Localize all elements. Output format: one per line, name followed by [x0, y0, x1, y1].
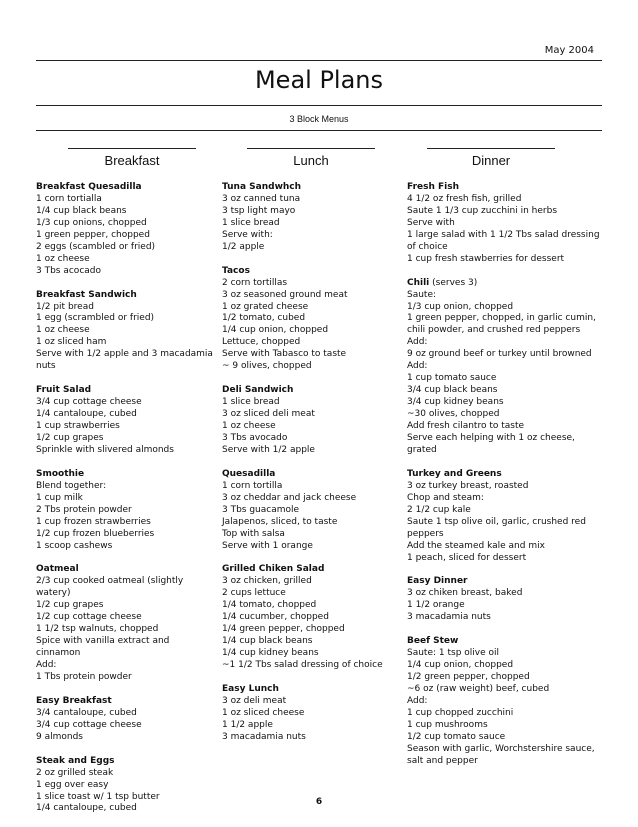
recipe-title	[407, 636, 607, 648]
heading-rule	[68, 148, 196, 149]
recipe-line: 1 oz grated cheese	[222, 301, 309, 312]
recipe	[407, 636, 607, 767]
recipe-line: 4 1/2 oz fresh fish, grilled	[407, 193, 522, 204]
recipe-line: 3/4 cup cottage cheese	[36, 719, 142, 730]
recipe-line: chili powder, and crushed red peppers	[407, 325, 581, 336]
page-subtitle: 3 Block Menus	[289, 114, 349, 124]
recipe-line: 1 corn tortialla	[36, 193, 102, 204]
recipe-line: 1/4 green pepper, chopped	[222, 624, 345, 635]
column-heading-label: Dinner	[471, 153, 511, 168]
recipe-line: 3 Tbs acocado	[36, 265, 101, 276]
recipe-title-text: Tacos	[222, 265, 250, 276]
recipe-title	[36, 182, 216, 194]
recipe-line: 1 oz cheese	[36, 325, 90, 336]
recipe	[36, 696, 216, 744]
recipe-line: 1/2 pit bread	[36, 301, 94, 312]
recipe-title-text: Smoothie	[36, 468, 85, 479]
column-heading-label: Lunch	[293, 153, 329, 168]
recipe-line: 1/4 cantaloupe, cubed	[36, 803, 137, 814]
recipe-title-text: Easy Lunch	[222, 683, 279, 694]
recipe-title-text: Fruit Salad	[36, 385, 92, 396]
recipe-line: 1 oz sliced cheese	[222, 707, 305, 718]
recipe-line: 1/2 cup tomato sauce	[407, 731, 506, 742]
recipe-line: 1 corn tortilla	[222, 480, 283, 491]
recipe-line: Saute:	[407, 289, 437, 300]
recipe-title	[407, 182, 607, 194]
recipe-line: 2 Tbs protein powder	[36, 504, 132, 515]
recipe-line: Saute: 1 tsp olive oil	[407, 648, 500, 659]
recipe-line: 3/4 cantaloupe, cubed	[36, 707, 137, 718]
recipe	[36, 182, 216, 278]
recipe-line: 1/4 tomato, chopped	[222, 600, 317, 611]
recipe-line: 1/2 green pepper, chopped	[407, 672, 530, 683]
recipe-title	[222, 385, 402, 397]
recipe-title	[222, 266, 402, 278]
recipe-line: of choice	[407, 241, 448, 252]
recipe-title-text: Quesadilla	[222, 468, 276, 479]
recipe-line: 1 large salad with 1 1/2 Tbs salad dressing	[407, 229, 600, 240]
recipe-line: 2 corn tortillas	[222, 277, 288, 288]
heading-rule	[427, 148, 555, 149]
recipe-line: salt and pepper	[407, 755, 478, 766]
recipe-line: Saute 1 1/3 cup zucchini in herbs	[407, 205, 558, 216]
recipe-line: 1 cup frozen strawberries	[36, 516, 151, 527]
recipe-line: 2 cups lettuce	[222, 588, 286, 599]
top-rule	[36, 60, 602, 61]
recipe-line: Add:	[407, 695, 428, 706]
recipe-line: 1 oz cheese	[36, 253, 90, 264]
recipe-line: 1/2 tomato, cubed	[222, 313, 306, 324]
lunch-column	[222, 182, 402, 756]
recipe-title	[407, 278, 607, 290]
column-heading-label: Breakfast	[104, 153, 160, 168]
recipe	[407, 576, 607, 624]
recipe-line: ~1 1/2 Tbs salad dressing of choice	[222, 660, 383, 671]
recipe	[407, 278, 607, 457]
recipe-line: 1 peach, sliced for dessert	[407, 552, 527, 563]
recipe-line: 1 egg (scrambled or fried)	[36, 313, 155, 324]
recipe-line: Top with salsa	[222, 528, 285, 539]
recipe-line: Lettuce, chopped	[222, 337, 301, 348]
recipe-line: 1 cup chopped zucchini	[407, 707, 514, 718]
subtitle-rule	[36, 130, 602, 131]
recipe-title-text: Easy Dinner	[407, 576, 468, 587]
recipe-line: 9 oz ground beef or turkey until browned	[407, 349, 592, 360]
title-rule	[36, 105, 602, 106]
recipe-line: 9 almonds	[36, 731, 83, 742]
recipe-line: Serve each helping with 1 oz cheese, grated	[407, 433, 575, 455]
recipe-title-text: Breakfast Quesadilla	[36, 182, 142, 192]
dinner-column	[407, 182, 607, 780]
recipe-line: ~ 9 olives, chopped	[222, 361, 312, 372]
recipe	[222, 564, 402, 672]
recipe	[407, 182, 607, 266]
page-title: Meal Plans	[254, 66, 384, 94]
recipe-line: 3/4 cup cottage cheese	[36, 397, 142, 408]
recipe-line: 2 oz grilled steak	[36, 767, 114, 778]
recipe-title-text: Chili	[407, 277, 430, 288]
recipe-line: 1 1/2 tsp walnuts, chopped	[36, 624, 159, 635]
recipe-title	[36, 756, 216, 768]
recipe-line: 3 oz chicken, grilled	[222, 576, 312, 587]
recipe-line: 1 scoop cashews	[36, 540, 113, 551]
recipe-line: 3 oz seasoned ground meat	[222, 289, 348, 300]
recipe-title	[222, 684, 402, 696]
recipe	[222, 266, 402, 374]
recipe-line: 3 oz canned tuna	[222, 193, 301, 204]
recipe-line: Add fresh cilantro to taste	[407, 421, 525, 432]
recipe-line: 1/2 cup frozen blueberries	[36, 528, 155, 539]
recipe-title-text: Tuna Sandwhch	[222, 182, 302, 192]
recipe-title	[407, 469, 607, 481]
recipe	[36, 564, 216, 684]
recipe-title	[36, 290, 216, 302]
recipe-line: 1 cup strawberries	[36, 421, 120, 432]
heading-rule	[247, 148, 375, 149]
recipe-title	[36, 385, 216, 397]
recipe-line: 3 tsp light mayo	[222, 205, 296, 216]
recipe-line: 1/3 cup onions, chopped	[36, 217, 147, 228]
recipe	[222, 182, 402, 254]
recipe-line: 1 green pepper, chopped	[36, 229, 150, 240]
recipe-line: Add:	[407, 361, 428, 372]
recipe-line: 3 oz cheddar and jack cheese	[222, 492, 357, 503]
recipe	[36, 385, 216, 457]
recipe-title-text: Oatmeal	[36, 564, 79, 575]
recipe-line: Spice with vanilla extract and cinnamon	[36, 636, 170, 659]
recipe-line: 1 egg over easy	[36, 779, 109, 790]
recipe-line: 3/4 cup kidney beans	[407, 397, 504, 408]
column-heading-breakfast	[67, 148, 197, 168]
recipe-line: Serve with:	[222, 229, 273, 240]
recipe-line: Add the steamed kale and mix	[407, 540, 545, 551]
recipe-line: 1 slice bread	[222, 217, 280, 228]
column-heading-dinner	[426, 148, 556, 168]
recipe-line: 1/4 cantaloupe, cubed	[36, 409, 137, 420]
recipe-line: 1 1/2 apple	[222, 719, 273, 730]
recipe-title	[222, 182, 402, 194]
recipe-line: 3 Tbs guacamole	[222, 504, 300, 515]
recipe-line: 1 slice bread	[222, 397, 280, 408]
recipe	[36, 290, 216, 374]
recipe-line: Blend together:	[36, 480, 107, 491]
recipe-title-text: Breakfast Sandwich	[36, 289, 137, 300]
recipe-line: 1/2 cup grapes	[36, 432, 104, 443]
recipe-line: Season with garlic, Worchstershire sauce,	[407, 743, 595, 754]
recipe-line: 1/4 cup onion, chopped	[222, 325, 329, 336]
recipe-line: Serve with 1/2 apple and 3 macadamia nuts	[36, 349, 213, 372]
recipe-title	[36, 696, 216, 708]
recipe-line: ~30 olives, chopped	[407, 409, 500, 420]
recipe-line: 1/2 cup cottage cheese	[36, 612, 142, 623]
recipe-title	[407, 576, 607, 588]
recipe-line: 1 cup fresh stawberries for dessert	[407, 253, 565, 264]
recipe-line: 2 eggs (scambled or fried)	[36, 241, 156, 252]
recipe-line: 1 oz sliced ham	[36, 337, 107, 348]
recipe	[222, 684, 402, 744]
recipe-title-text: Grilled Chiken Salad	[222, 564, 325, 575]
recipe-line: 1/2 cup grapes	[36, 600, 104, 611]
breakfast-column	[36, 182, 216, 827]
page-date: May 2004	[544, 45, 594, 56]
recipe-line: 2 1/2 cup kale	[407, 504, 471, 515]
recipe-line: 1/4 cup kidney beans	[222, 648, 319, 659]
recipe-line: 2/3 cup cooked oatmeal (slightly watery)	[36, 576, 184, 599]
recipe-line: 1 cup mushrooms	[407, 719, 488, 730]
recipe-title-text: Fresh Fish	[407, 182, 460, 192]
column-heading-lunch	[246, 148, 376, 168]
recipe	[222, 385, 402, 457]
recipe-title	[222, 469, 402, 481]
recipe	[222, 469, 402, 553]
recipe-line: 1/4 cup onion, chopped	[407, 660, 514, 671]
recipe-line: 1/4 cup black beans	[36, 205, 127, 216]
recipe-line: 3 oz chiken breast, baked	[407, 588, 523, 599]
recipe	[407, 469, 607, 565]
recipe-line: 3 oz sliced deli meat	[222, 409, 315, 420]
recipe-title-text: Easy Breakfast	[36, 695, 112, 706]
recipe-title-text: Steak and Eggs	[36, 755, 115, 766]
recipe-line: 1/2 apple	[222, 241, 265, 252]
recipe-line: 3 macadamia nuts	[222, 731, 306, 742]
recipe-title-text: Turkey and Greens	[407, 468, 502, 479]
recipe-line: 3 oz turkey breast, roasted	[407, 480, 529, 491]
recipe-line: Serve with Tabasco to taste	[222, 349, 347, 360]
recipe-line: Serve with 1 orange	[222, 540, 313, 551]
recipe-line: Add:	[36, 660, 57, 671]
recipe-line: ~6 oz (raw weight) beef, cubed	[407, 683, 550, 694]
recipe-line: 1 oz cheese	[222, 421, 276, 432]
recipe-line: 1 Tbs protein powder	[36, 672, 132, 683]
recipe-title	[36, 469, 216, 481]
recipe-line: 3 macadamia nuts	[407, 612, 491, 623]
recipe-title	[36, 564, 216, 576]
recipe-title-note: (serves 3)	[429, 277, 478, 288]
recipe-line: 3 oz deli meat	[222, 695, 287, 706]
recipe-line: 1 green pepper, chopped, in garlic cumin,	[407, 313, 596, 324]
recipe-line: Add:	[407, 337, 428, 348]
recipe-title	[222, 564, 402, 576]
recipe-title-text: Beef Stew	[407, 636, 459, 647]
recipe-line: Saute 1 tsp olive oil, garlic, crushed red	[407, 516, 586, 527]
recipe-line: peppers	[407, 528, 444, 539]
recipe-line: 3/4 cup black beans	[407, 385, 498, 396]
recipe-line: Jalapenos, sliced, to taste	[222, 516, 338, 527]
recipe-line: Serve with 1/2 apple	[222, 444, 315, 455]
recipe-line: 1/4 cup black beans	[222, 636, 313, 647]
recipe-line: 1 cup tomato sauce	[407, 373, 497, 384]
recipe-line: Serve with	[407, 217, 455, 228]
recipe-line: 1 slice toast w/ 1 tsp butter	[36, 791, 160, 802]
recipe	[36, 469, 216, 553]
recipe-line: 1/3 cup onion, chopped	[407, 301, 514, 312]
recipe-line: 3 Tbs avocado	[222, 432, 288, 443]
recipe-line: 1 cup milk	[36, 492, 83, 503]
recipe-line: Sprinkle with slivered almonds	[36, 444, 174, 455]
recipe-line: 1/4 cucumber, chopped	[222, 612, 329, 623]
recipe-title-text: Deli Sandwich	[222, 385, 294, 396]
recipe-line: 1 1/2 orange	[407, 600, 465, 611]
recipe-line: Chop and steam:	[407, 492, 484, 503]
page-number: 6	[315, 797, 323, 807]
